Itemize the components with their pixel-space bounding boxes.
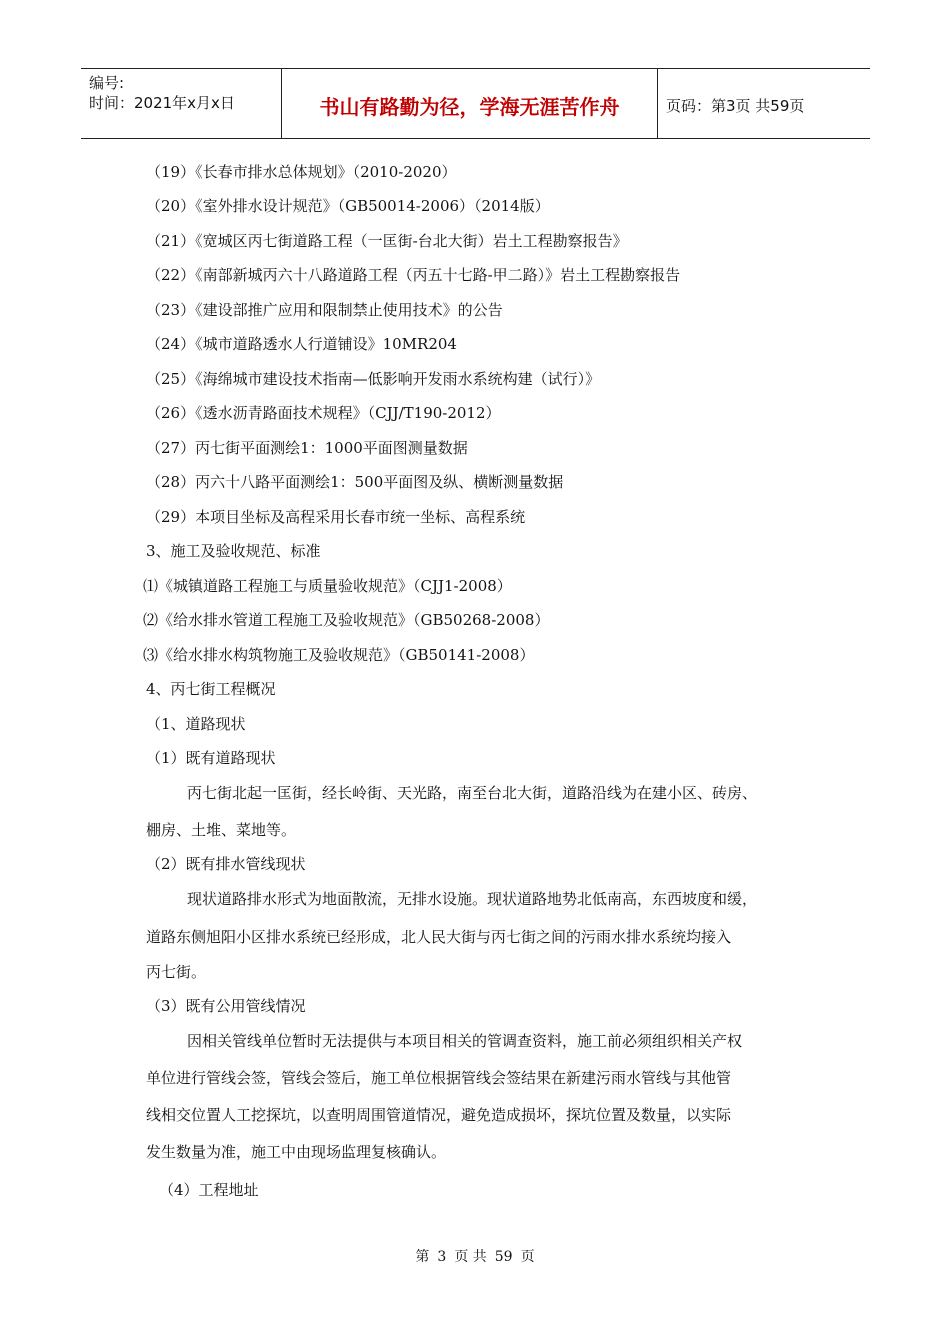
subheading-existing-road: （1）既有道路现状 <box>146 749 276 767</box>
reference-item-26: （26）《透水沥青路面技术规程》（CJJ/T190-2012） <box>146 404 501 422</box>
footer-page-mid: 页 共 <box>454 1249 487 1265</box>
footer-page-suffix: 页 <box>520 1249 535 1265</box>
paragraph-line: 因相关管线单位暂时无法提供与本项目相关的管调查资料，施工前必须组织相关产权 <box>187 1032 743 1050</box>
paragraph-line: 丙七街北起一匡街，经长岭街、天光路，南至台北大街，道路沿线为在建小区、砖房、 <box>187 784 758 802</box>
paragraph-line: 线相交位置人工挖探坑，以查明周围管道情况，避免造成损坏，探坑位置及数量，以实际 <box>146 1106 732 1124</box>
paragraph-line: 道路东侧旭阳小区排水系统已经形成，北人民大街与丙七街之间的污雨水排水系统均接入 <box>146 928 732 946</box>
footer-page-prefix: 第 <box>415 1249 430 1265</box>
reference-item-24: （24）《城市道路透水人行道铺设》10MR204 <box>146 335 457 353</box>
reference-item-25: （25）《海绵城市建设技术指南—低影响开发雨水系统构建（试行）》 <box>146 370 601 388</box>
reference-item-27: （27）丙七街平面测绘1：1000平面图测量数据 <box>146 439 468 457</box>
standard-item-3: ⑶《给水排水构筑物施工及验收规范》（GB50141-2008） <box>143 646 535 664</box>
reference-item-19: （19）《长春市排水总体规划》（2010-2020） <box>146 163 457 181</box>
paragraph-line: 棚房、土堆、菜地等。 <box>146 821 297 839</box>
header-motto: 书山有路勤为径，学海无涯苦作舟 <box>282 69 658 138</box>
subheading-public-pipelines: （3）既有公用管线情况 <box>146 997 306 1015</box>
footer-page-number: 3 <box>437 1249 447 1265</box>
paragraph-line: 单位进行管线会签，管线会签后，施工单位根据管线会签结果在新建污雨水管线与其他管 <box>146 1069 732 1087</box>
document-number-label: 编号: <box>89 74 125 92</box>
standard-item-2: ⑵《给水排水管道工程施工及验收规范》（GB50268-2008） <box>143 611 550 629</box>
page-footer <box>0 1246 950 1266</box>
section-heading-3: 3、施工及验收规范、标准 <box>146 542 321 560</box>
reference-item-22: （22）《南部新城丙六十八路道路工程（丙五十七路-甲二路）》岩土工程勘察报告 <box>146 266 681 284</box>
subsection-heading-road-status: （1、道路现状 <box>146 715 246 733</box>
reference-item-23: （23）《建设部推广应用和限制禁止使用技术》的公告 <box>146 301 503 319</box>
reference-item-28: （28）丙六十八路平面测绘1：500平面图及纵、横断测量数据 <box>146 473 564 491</box>
reference-item-21: （21）《宽城区丙七街道路工程（一匡街-台北大街）岩土工程勘察报告》 <box>146 232 628 250</box>
paragraph-line: 发生数量为准，施工中由现场监理复核确认。 <box>146 1143 447 1161</box>
page-header <box>81 68 870 139</box>
standard-item-1: ⑴《城镇道路工程施工与质量验收规范》（CJJ1-2008） <box>143 577 512 595</box>
footer-page-total: 59 <box>494 1249 513 1265</box>
paragraph-line: 现状道路排水形式为地面散流，无排水设施。现状道路地势北低南高，东西坡度和缓， <box>187 890 758 908</box>
header-page-info: 页码：第3页 共59页 <box>666 97 805 115</box>
document-date: 时间：2021年x月x日 <box>89 94 235 112</box>
reference-item-20: （20）《室外排水设计规范》（GB50014-2006）（2014版） <box>146 197 550 215</box>
subheading-drainage: （2）既有排水管线现状 <box>146 855 306 873</box>
paragraph-line: 丙七街。 <box>146 963 207 981</box>
header-info <box>81 69 282 138</box>
section-heading-4: 4、丙七街工程概况 <box>146 680 276 698</box>
reference-item-29: （29）本项目坐标及高程采用长春市统一坐标、高程系统 <box>146 508 526 526</box>
subheading-project-address: （4）工程地址 <box>159 1181 259 1199</box>
